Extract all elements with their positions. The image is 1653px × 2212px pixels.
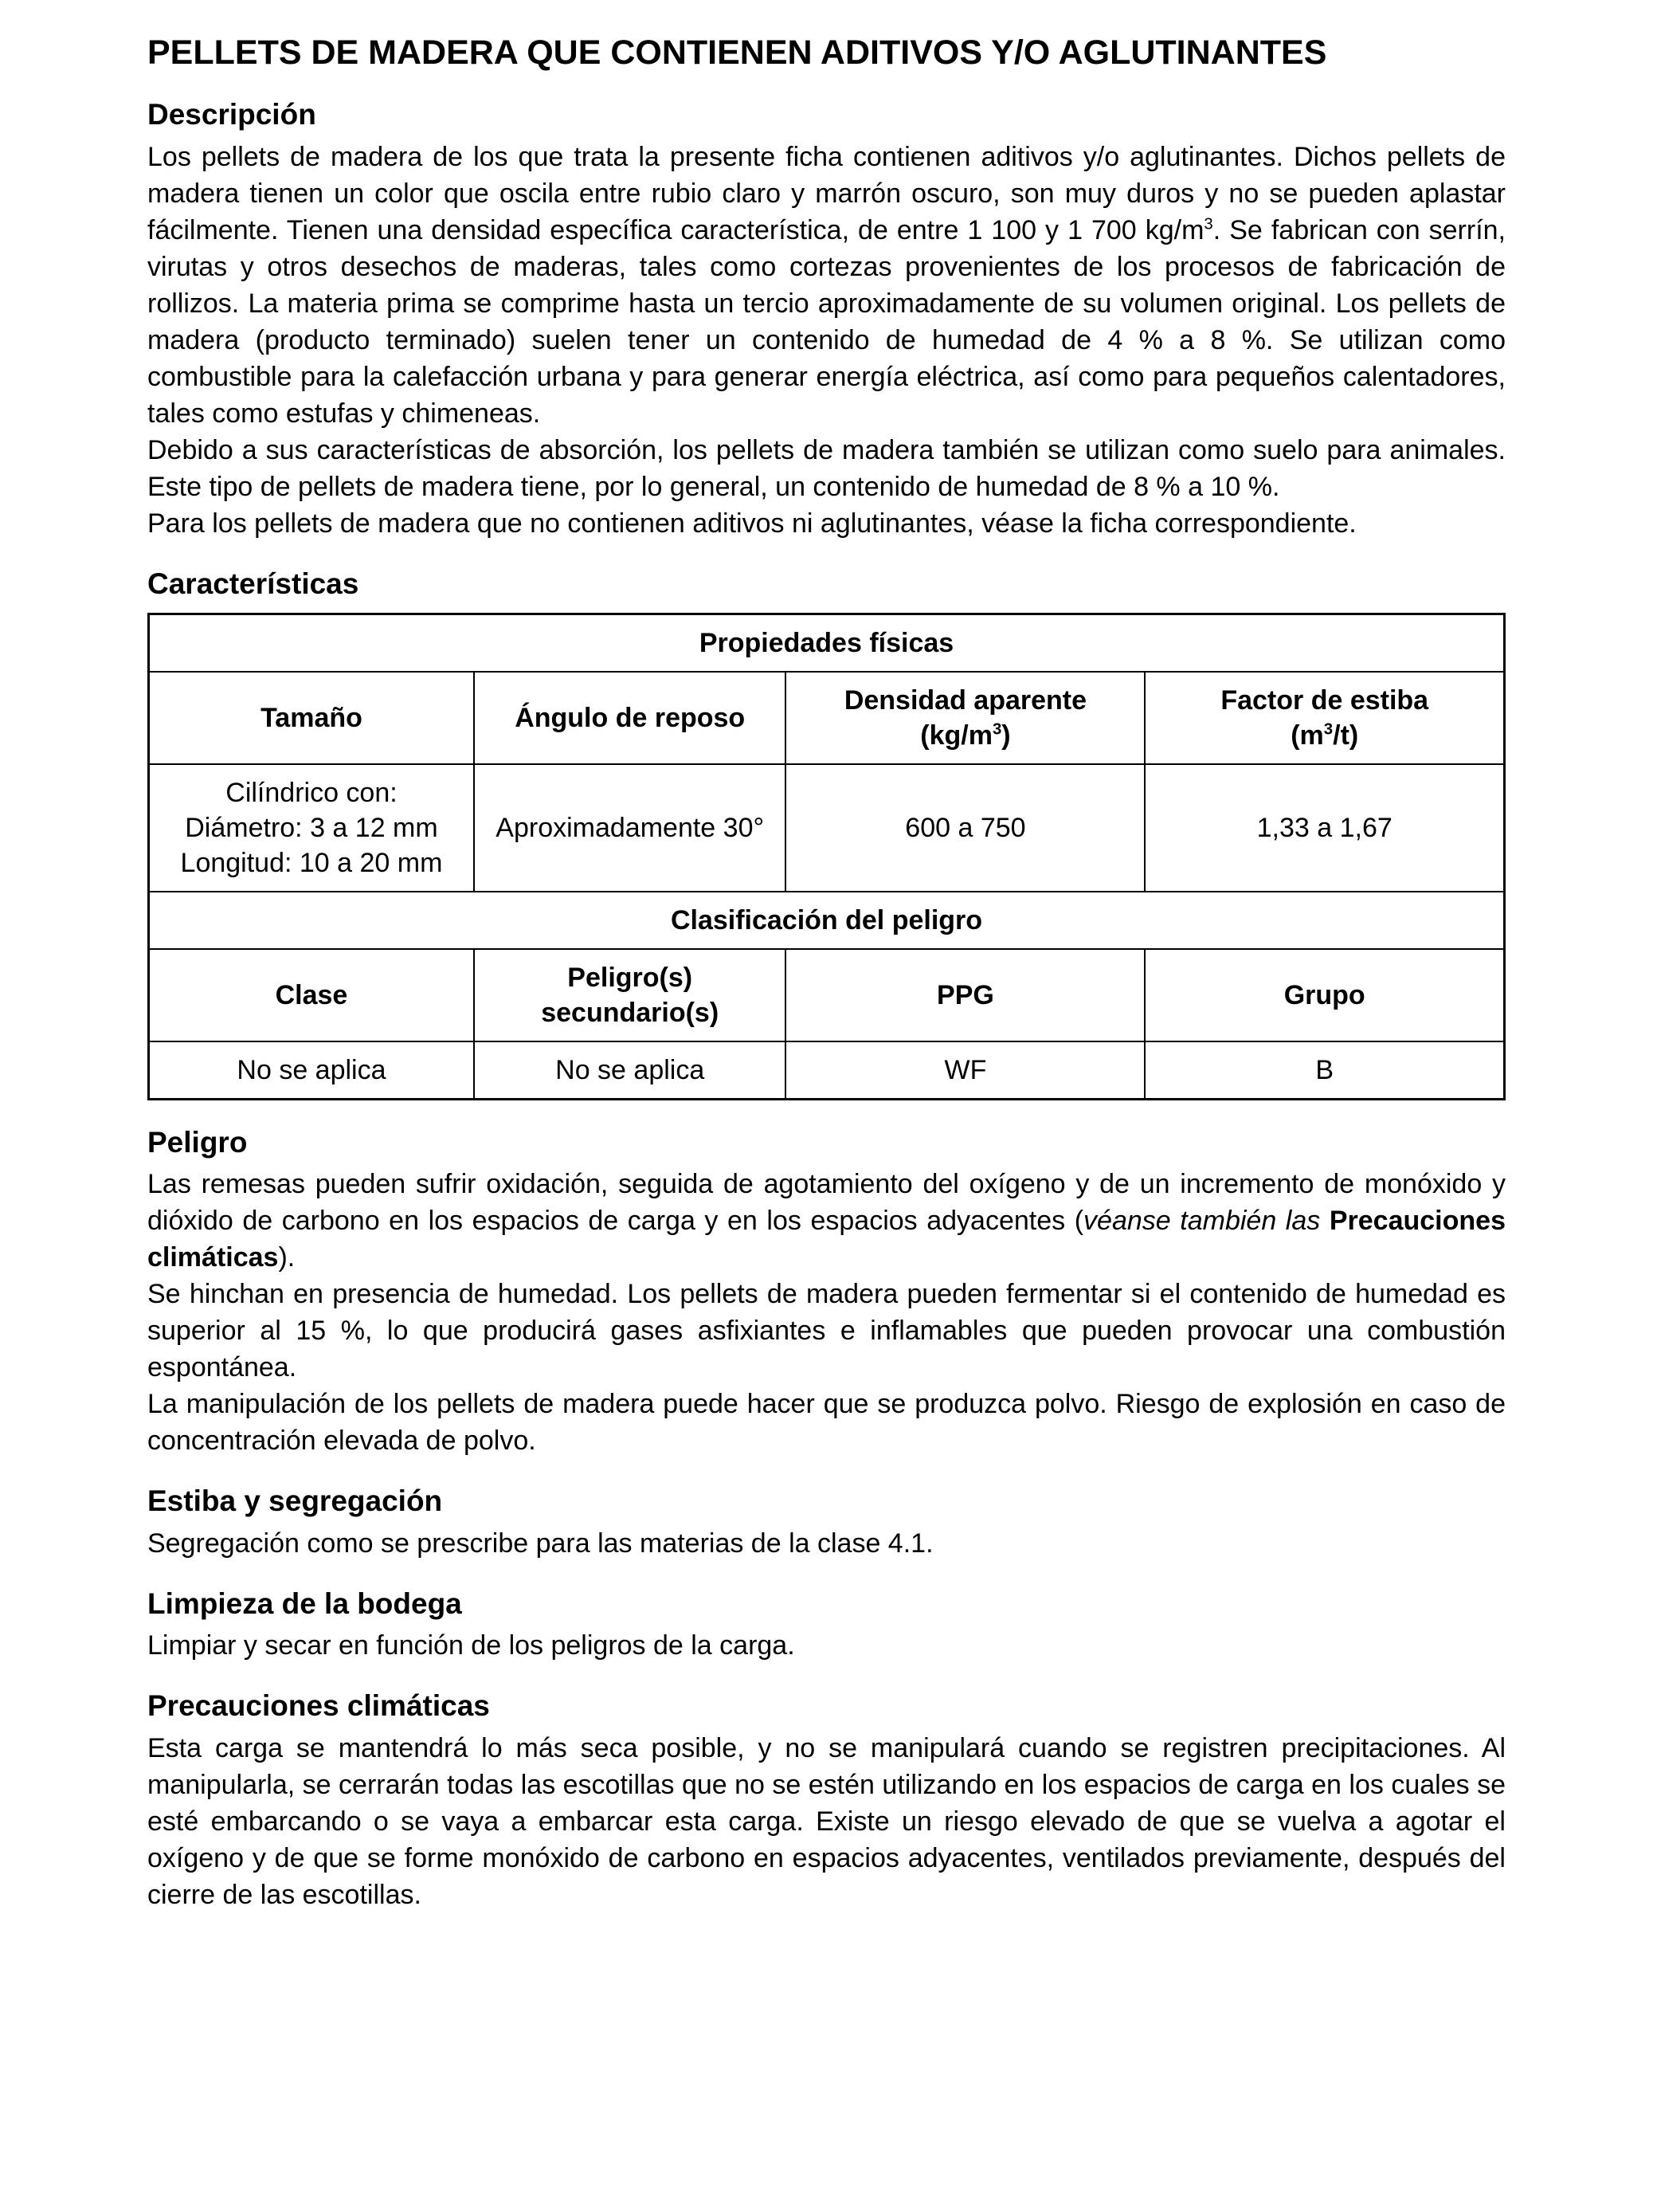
header-densidad-line1: Densidad aparente xyxy=(844,684,1087,716)
peligro-p1-italic: véanse también las xyxy=(1083,1206,1330,1237)
header-factor-line2a: (m xyxy=(1291,720,1324,751)
cell-factor-value: 1,33 a 1,67 xyxy=(1145,764,1504,892)
descripcion-paragraph-3: Para los pellets de madera que no contienen aditivos ni aglutinantes, véase la ficha correspondiente. xyxy=(147,508,1357,539)
header-densidad-line2a: (kg/m xyxy=(920,720,993,751)
section-estiba-segregacion xyxy=(147,1484,1506,1562)
section-descripcion xyxy=(147,98,1506,542)
cell-grupo-value: B xyxy=(1145,1041,1504,1100)
header-factor-estiba xyxy=(1145,672,1504,764)
header-densidad-line2b: ) xyxy=(1001,720,1011,751)
header-angulo-reposo: Ángulo de reposo xyxy=(474,672,785,764)
propiedades-fisicas-title: Propiedades físicas xyxy=(149,614,1505,672)
precauciones-paragraph-1: Esta carga se mantendrá lo más seca posible, y no se manipulará cuando se registren precipitaciones. Al manipularla, se cerrarán todas las escotillas que no se estén utilizando en los espacios de carga en los cuales se esté embarcando o se vaya a embarcar esta carga. Existe un riesgo elevado de que se vuelva a agotar el oxígeno y de que se forme monóxido de carbono en espacios adyacentes, ventilados previamente, después del cierre de las escotillas. xyxy=(147,1732,1506,1910)
section-peligro xyxy=(147,1126,1506,1460)
cell-clase-value: No se aplica xyxy=(149,1041,474,1100)
table-row-propiedades-headers xyxy=(149,672,1505,764)
header-factor-superscript: 3 xyxy=(1323,720,1334,739)
cell-densidad-value: 600 a 750 xyxy=(785,764,1145,892)
estiba-heading: Estiba y segregación xyxy=(147,1484,443,1518)
page-title: PELLETS DE MADERA QUE CONTIENEN ADITIVOS Y/O AGLUTINANTES xyxy=(147,33,1327,72)
header-factor-line1: Factor de estiba xyxy=(1220,684,1429,716)
peligro-paragraph-1 xyxy=(147,1166,1506,1276)
cell-tamano-value xyxy=(149,764,474,892)
descripcion-p1-text-b: . Se fabrican con serrín, virutas y otros desechos de maderas, tales como cortezas provenientes de los procesos de fabricación de rollizos. La materia prima se comprime hasta un tercio aproximadamente de su volumen original. Los pellets de madera (producto terminado) suelen tener un contenido de humedad de 4 % a 8 %. Se utilizan como combustible para la calefacción urbana y para generar energía eléctrica, así como para pequeños calentadores, tales como estufas y chimeneas. xyxy=(147,214,1506,429)
peligro-p1-text-a: Las remesas pueden sufrir oxidación, seguida de agotamiento del oxígeno y de un incremento de monóxido y dióxido de carbono en los espacios de carga y en los espacios adyacentes ( xyxy=(147,1169,1506,1237)
header-densidad-superscript: 3 xyxy=(992,720,1002,739)
descripcion-p1-superscript: 3 xyxy=(1204,215,1213,233)
table-row-clasificacion-values xyxy=(149,1041,1505,1100)
limpieza-heading: Limpieza de la bodega xyxy=(147,1586,462,1620)
clasificacion-peligro-title: Clasificación del peligro xyxy=(149,892,1505,949)
descripcion-paragraph-2: Debido a sus características de absorción, los pellets de madera también se utilizan como suelo para animales. Este tipo de pellets de madera tiene, por lo general, un contenido de humedad de 8 % a 10 %. xyxy=(147,434,1506,502)
tamano-line2: Diámetro: 3 a 12 mm xyxy=(185,812,438,843)
caracteristicas-table xyxy=(147,613,1506,1100)
table-row-clasificacion-titulo xyxy=(149,892,1505,949)
peligro-p1-text-b: ). xyxy=(278,1242,296,1273)
peligro-paragraph-3: La manipulación de los pellets de madera puede hacer que se produzca polvo. Riesgo de explosión en caso de concentración elevada de polvo. xyxy=(147,1389,1506,1457)
descripcion-paragraph-1 xyxy=(147,139,1506,432)
section-caracteristicas xyxy=(147,567,1506,1100)
header-peligro-sec-line1: Peligro(s) xyxy=(567,962,693,993)
table-row-propiedades-values xyxy=(149,764,1505,892)
descripcion-p1-text-a: Los pellets de madera de los que trata la presente ficha contienen aditivos y/o aglutinantes. Dichos pellets de madera tienen un color que oscila entre rubio claro y marrón oscuro, son muy duros y no se pueden aplastar fácilmente. Tienen una densidad específica característica, de entre 1 100 y 1 700 kg/m xyxy=(147,141,1506,245)
peligro-p1-bold-ref: Precauciones climáticas xyxy=(147,1206,1506,1273)
header-clase: Clase xyxy=(149,949,474,1041)
header-densidad-aparente xyxy=(785,672,1145,764)
tamano-line3: Longitud: 10 a 20 mm xyxy=(180,847,443,878)
table-row-propiedades-titulo xyxy=(149,614,1505,672)
estiba-paragraph-1: Segregación como se prescribe para las materias de la clase 4.1. xyxy=(147,1528,934,1559)
section-precauciones-climaticas xyxy=(147,1689,1506,1913)
limpieza-paragraph-1: Limpiar y secar en función de los peligros de la carga. xyxy=(147,1630,795,1661)
peligro-heading: Peligro xyxy=(147,1125,248,1159)
descripcion-heading: Descripción xyxy=(147,98,316,131)
precauciones-heading: Precauciones climáticas xyxy=(147,1689,490,1723)
header-ppg: PPG xyxy=(785,949,1145,1041)
cell-angulo-value: Aproximadamente 30° xyxy=(474,764,785,892)
peligro-paragraph-2: Se hinchan en presencia de humedad. Los pellets de madera pueden fermentar si el contenido de humedad es superior al 15 %, lo que producirá gases asfixiantes e inflamables que pueden provocar una combustión espontánea. xyxy=(147,1279,1506,1383)
header-tamano: Tamaño xyxy=(149,672,474,764)
cell-ppg-value: WF xyxy=(785,1041,1145,1100)
caracteristicas-heading: Características xyxy=(147,567,359,600)
header-grupo: Grupo xyxy=(1145,949,1504,1041)
table-row-clasificacion-headers xyxy=(149,949,1505,1041)
header-peligro-sec-line2: secundario(s) xyxy=(541,997,719,1028)
header-factor-line2b: /t) xyxy=(1333,720,1359,751)
header-peligro-secundario xyxy=(474,949,785,1041)
tamano-line1: Cilíndrico con: xyxy=(225,777,398,808)
section-limpieza-bodega xyxy=(147,1587,1506,1665)
cell-peligro-sec-value: No se aplica xyxy=(474,1041,785,1100)
